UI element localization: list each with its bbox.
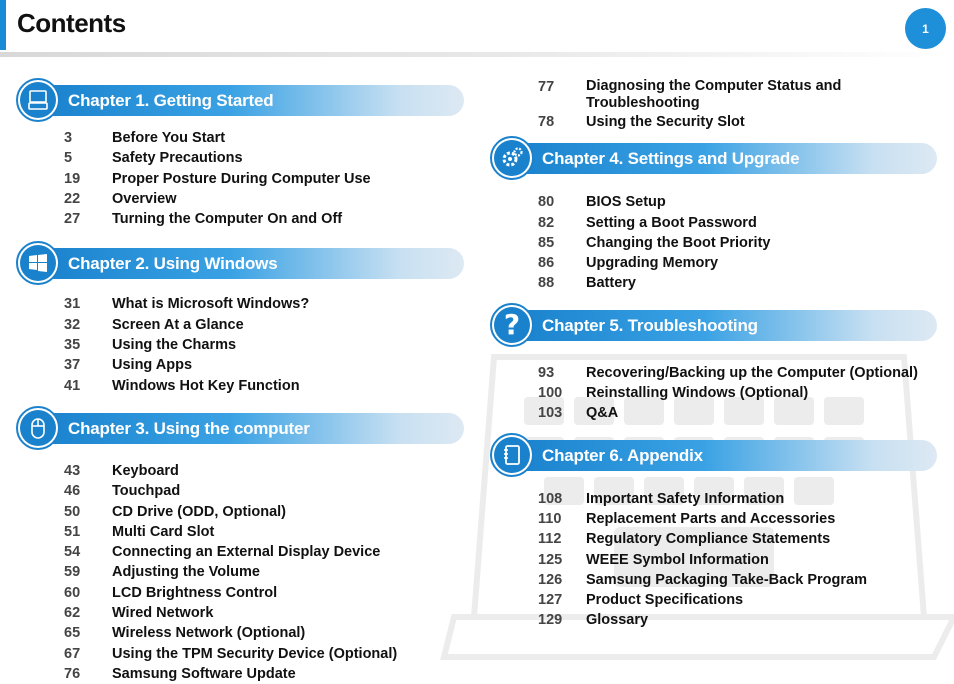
entry-title: Diagnosing the Computer Status and Troubleshooting: [586, 78, 842, 111]
toc-entry[interactable]: [16, 376, 464, 396]
toc-entry[interactable]: [16, 148, 464, 168]
toc-entry[interactable]: [16, 189, 464, 209]
toc-entry[interactable]: [490, 112, 937, 132]
entry-title: Multi Card Slot: [112, 523, 215, 540]
toc-entry[interactable]: [490, 489, 937, 509]
entry-page: 103: [538, 405, 563, 422]
entry-page: 65: [64, 625, 81, 642]
entry-title: Regulatory Compliance Statements: [586, 531, 831, 548]
entry-title: BIOS Setup: [586, 194, 666, 211]
chapter-title: Chapter 4. Settings and Upgrade: [542, 149, 800, 169]
toc-entry[interactable]: [16, 542, 464, 562]
mouse-icon: [16, 406, 60, 450]
toc-entry[interactable]: [16, 169, 464, 189]
toc-entry[interactable]: [16, 209, 464, 229]
entry-page: 129: [538, 612, 563, 629]
entry-title: Before You Start: [112, 130, 226, 146]
toc-entry[interactable]: [490, 550, 937, 570]
entry-title: What is Microsoft Windows?: [112, 296, 310, 313]
entry-page: 54: [64, 544, 81, 561]
entry-page: 108: [538, 490, 563, 507]
entry-title: Reinstalling Windows (Optional): [586, 385, 809, 402]
entry-page: 112: [538, 531, 562, 548]
entry-title: Using Apps: [112, 357, 193, 374]
entry-page: 80: [538, 194, 555, 211]
laptop-icon: [16, 78, 60, 122]
toc-entry[interactable]: [16, 502, 464, 522]
chapter-6-header[interactable]: [490, 433, 937, 481]
toc-entry[interactable]: [16, 603, 464, 623]
entry-page: 19: [64, 170, 81, 187]
entry-page: 127: [538, 592, 563, 609]
chapter-2-header[interactable]: [16, 241, 464, 289]
entry-page: 41: [64, 377, 81, 394]
entry-title: Setting a Boot Password: [586, 214, 757, 231]
entry-page: 32: [64, 316, 81, 333]
entry-page: 86: [538, 255, 555, 272]
toc-entry[interactable]: [490, 570, 937, 590]
entry-title: Keyboard: [112, 462, 179, 479]
entry-title: Safety Precautions: [112, 150, 243, 167]
chapter-title: Chapter 3. Using the computer: [68, 418, 310, 438]
toc-entry[interactable]: [16, 522, 464, 542]
entry-title: Changing the Boot Priority: [586, 234, 771, 251]
entry-page: 125: [538, 551, 563, 568]
toc-entry[interactable]: [16, 562, 464, 582]
entry-page: 60: [64, 584, 81, 601]
chapter-title: Chapter 5. Troubleshooting: [542, 315, 758, 335]
entry-title: Proper Posture During Computer Use: [112, 170, 371, 187]
entry-title: CD Drive (ODD, Optional): [112, 503, 287, 520]
toc-entry[interactable]: [490, 610, 937, 630]
chapter-title: Chapter 2. Using Windows: [68, 254, 278, 274]
entry-page: 126: [538, 571, 563, 588]
toc-entry[interactable]: [490, 509, 937, 529]
entry-title: Battery: [586, 275, 636, 292]
entry-title: Connecting an External Display Device: [112, 544, 381, 561]
entry-page: 43: [64, 462, 81, 479]
entry-page: 59: [64, 564, 81, 581]
chapter-5-header[interactable]: [490, 303, 937, 351]
toc-entry[interactable]: [490, 192, 937, 212]
entry-title: Overview: [112, 190, 177, 207]
entry-page: 22: [64, 190, 81, 207]
entry-page: 3: [64, 130, 73, 146]
entry-page: 67: [64, 645, 81, 662]
toc-entry[interactable]: [490, 273, 937, 293]
entry-page: 37: [64, 357, 81, 374]
entry-title: Glossary: [586, 612, 649, 629]
entry-page: 110: [538, 510, 562, 527]
chapter-4-header[interactable]: [490, 136, 937, 184]
chapter-title: Chapter 6. Appendix: [542, 445, 703, 465]
toc-entry[interactable]: [16, 664, 464, 684]
question-mark-icon: ?: [490, 303, 534, 347]
toc-entry[interactable]: [490, 77, 937, 112]
toc-entry[interactable]: [490, 213, 937, 233]
toc-entry[interactable]: [16, 355, 464, 375]
entry-title: Product Specifications: [586, 592, 744, 609]
entry-page: 31: [64, 296, 81, 313]
toc-entry[interactable]: [490, 363, 937, 383]
toc-entry[interactable]: [16, 461, 464, 481]
left-column: [16, 78, 464, 684]
toc-entry[interactable]: [490, 529, 937, 549]
entry-title: Wireless Network (Optional): [112, 625, 306, 642]
entry-title: Recovering/Backing up the Computer (Optional): [586, 364, 918, 381]
entry-title: Using the Security Slot: [586, 114, 745, 130]
entry-title: Touchpad: [112, 483, 181, 500]
page-number-badge: 1: [905, 8, 946, 49]
entry-page: 100: [538, 385, 563, 402]
toc-entry[interactable]: [16, 481, 464, 501]
toc-entry[interactable]: [16, 623, 464, 643]
right-column: [490, 77, 937, 631]
toc-entry[interactable]: [490, 253, 937, 273]
toc-entry[interactable]: [490, 403, 937, 423]
entry-title: Using the TPM Security Device (Optional): [112, 645, 398, 662]
entry-page: 51: [64, 523, 81, 540]
toc-entry[interactable]: [16, 335, 464, 355]
entry-title: Adjusting the Volume: [112, 564, 260, 581]
gears-icon: [490, 136, 534, 180]
header-accent-bar: [0, 0, 6, 50]
entry-title: Replacement Parts and Accessories: [586, 510, 836, 527]
entry-title: Screen At a Glance: [112, 316, 244, 333]
entry-page: 93: [538, 364, 555, 381]
entry-title: Upgrading Memory: [586, 255, 719, 272]
toc-entry[interactable]: [16, 294, 464, 314]
entry-page: 50: [64, 503, 81, 520]
toc-entry[interactable]: [16, 315, 464, 335]
toc-entry[interactable]: [490, 383, 937, 403]
entry-page: 88: [538, 275, 555, 292]
chapter-1-header[interactable]: [16, 78, 464, 126]
entry-page: 62: [64, 605, 81, 622]
entry-title: Using the Charms: [112, 337, 237, 354]
entry-title: Samsung Packaging Take-Back Program: [586, 571, 867, 588]
chapter-title: Chapter 1. Getting Started: [68, 91, 274, 110]
entry-page: 27: [64, 211, 81, 228]
notebook-icon: [490, 433, 534, 477]
entry-page: 76: [64, 665, 81, 682]
chapter-3-header[interactable]: [16, 406, 464, 454]
entry-page: 5: [64, 150, 73, 167]
entry-page: 46: [64, 483, 81, 500]
page-title: Contents: [17, 8, 126, 38]
entry-title: Q&A: [586, 405, 619, 422]
entry-title: Wired Network: [112, 605, 214, 622]
entry-title: Important Safety Information: [586, 490, 785, 507]
entry-title: WEEE Symbol Information: [586, 551, 769, 568]
entry-page: 77: [538, 79, 555, 95]
toc-entry[interactable]: [16, 644, 464, 664]
entry-page: 35: [64, 337, 81, 354]
entry-title: LCD Brightness Control: [112, 584, 278, 601]
toc-entry[interactable]: [16, 583, 464, 603]
toc-entry[interactable]: [16, 128, 464, 148]
entry-title: Samsung Software Update: [112, 665, 296, 682]
toc-entry[interactable]: [490, 590, 937, 610]
entry-page: 85: [538, 234, 555, 251]
entry-title: Turning the Computer On and Off: [112, 211, 343, 228]
entry-page: 82: [538, 214, 555, 231]
header-divider: [0, 52, 954, 57]
entry-page: 78: [538, 114, 555, 130]
entry-title: Windows Hot Key Function: [112, 377, 300, 394]
toc-entry[interactable]: [490, 233, 937, 253]
